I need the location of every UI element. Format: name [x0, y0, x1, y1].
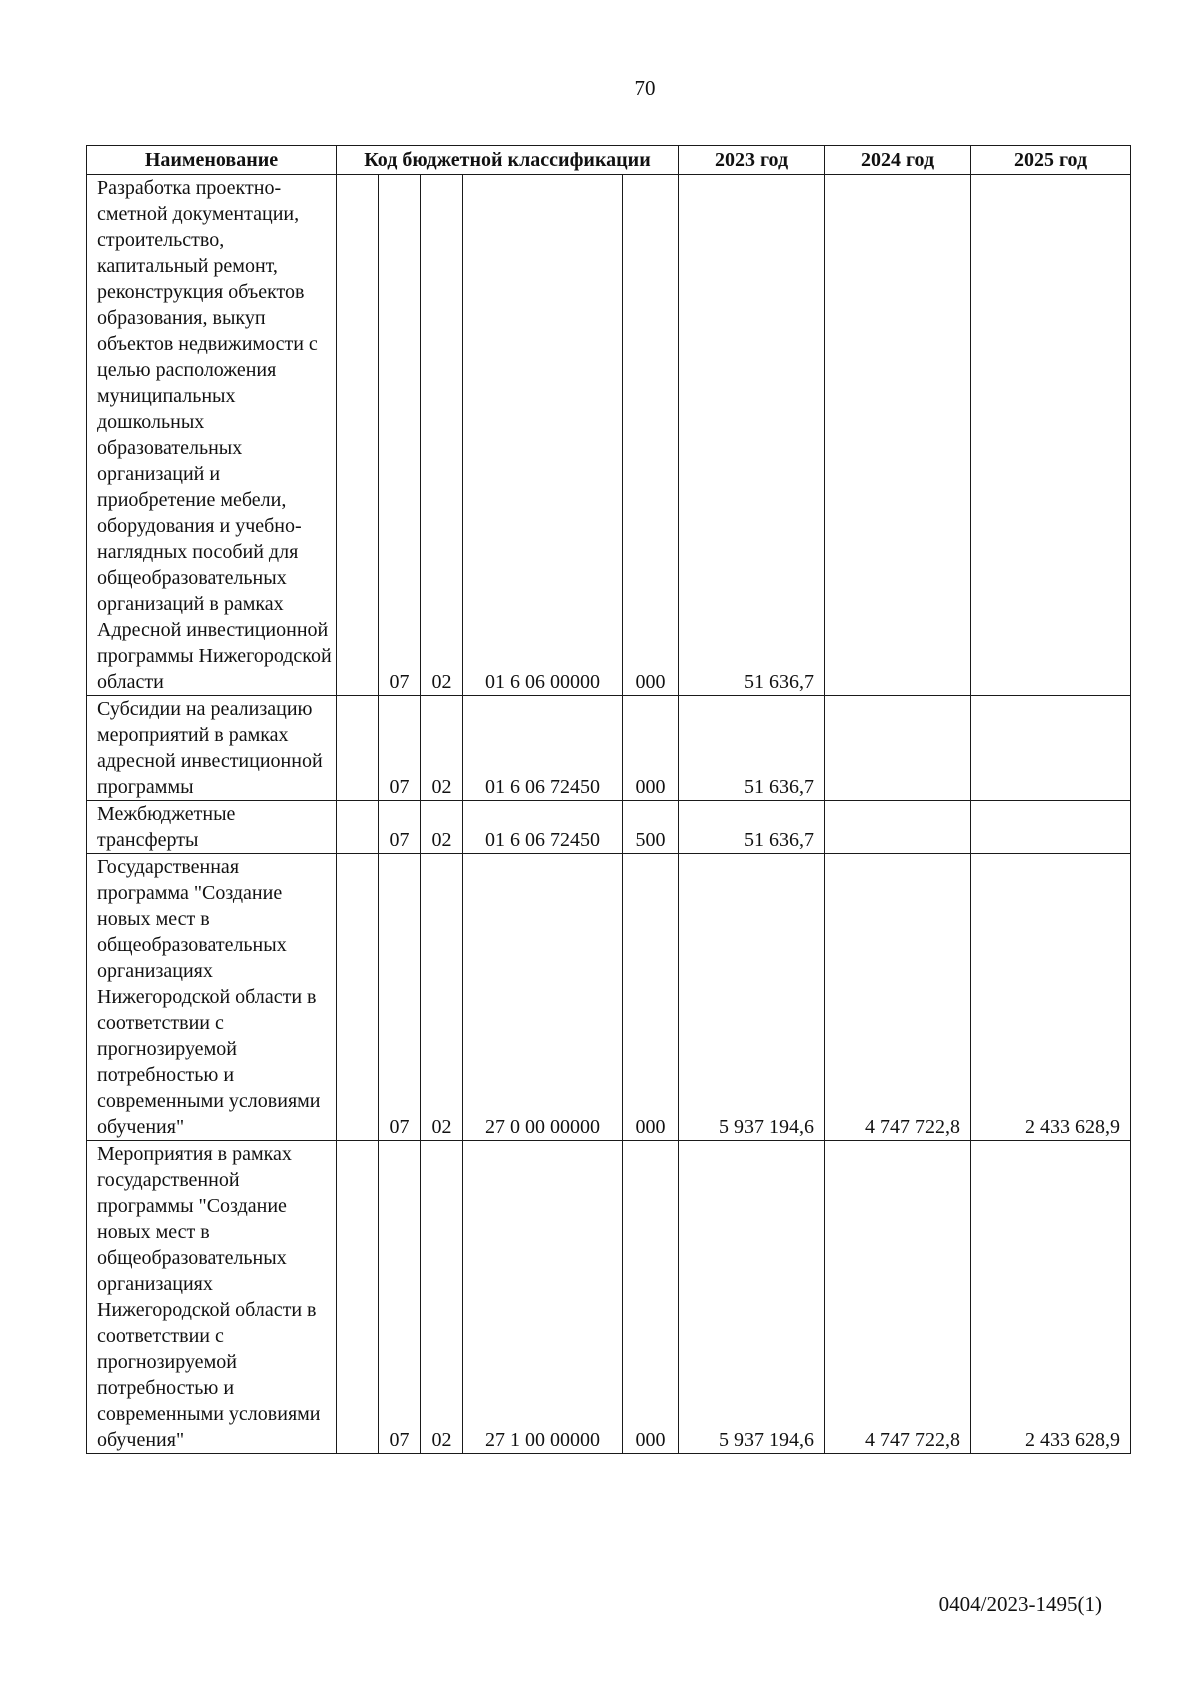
code-target-article: 27 0 00 00000 — [463, 854, 623, 1141]
header-name: Наименование — [87, 146, 337, 175]
amount-2023: 51 636,7 — [679, 175, 825, 696]
table-row — [87, 696, 1131, 801]
code-section: 07 — [379, 696, 421, 801]
code-target-article: 01 6 06 00000 — [463, 175, 623, 696]
code-target-article: 01 6 06 72450 — [463, 801, 623, 854]
amount-2025 — [971, 175, 1131, 696]
amount-2023: 51 636,7 — [679, 801, 825, 854]
code-subsection: 02 — [421, 854, 463, 1141]
document-registration-number: 0404/2023-1495(1) — [938, 1592, 1102, 1616]
amount-2024 — [825, 801, 971, 854]
code-subsection: 02 — [421, 175, 463, 696]
code-part-1 — [337, 854, 379, 1141]
code-section: 07 — [379, 801, 421, 854]
row-name: Государственная программа "Создание новых мест в общеобразовательных организациях Нижегородской области в соответствии с прогнозируемой потребностью и современными условиями обучения" — [87, 854, 337, 1141]
amount-2025: 2 433 628,9 — [971, 1141, 1131, 1454]
table-row — [87, 854, 1131, 1141]
header-2023: 2023 год — [679, 146, 825, 175]
code-part-1 — [337, 175, 379, 696]
row-name: Мероприятия в рамках государственной программы "Создание новых мест в общеобразовательных организациях Нижегородской области в соответствии с прогнозируемой потребностью и современными условиями обучения" — [87, 1141, 337, 1454]
amount-2025: 2 433 628,9 — [971, 854, 1131, 1141]
code-expense-type: 000 — [623, 1141, 679, 1454]
code-expense-type: 000 — [623, 854, 679, 1141]
code-subsection: 02 — [421, 801, 463, 854]
table-row — [87, 801, 1131, 854]
row-name: Субсидии на реализацию мероприятий в рамках адресной инвестиционной программы — [87, 696, 337, 801]
amount-2024 — [825, 175, 971, 696]
code-subsection: 02 — [421, 1141, 463, 1454]
header-2025: 2025 год — [971, 146, 1131, 175]
table-row — [87, 1141, 1131, 1454]
code-section: 07 — [379, 1141, 421, 1454]
code-part-1 — [337, 696, 379, 801]
amount-2023: 5 937 194,6 — [679, 1141, 825, 1454]
amount-2023: 51 636,7 — [679, 696, 825, 801]
code-target-article: 27 1 00 00000 — [463, 1141, 623, 1454]
page-number: 70 — [634, 76, 656, 100]
amount-2023: 5 937 194,6 — [679, 854, 825, 1141]
header-2024: 2024 год — [825, 146, 971, 175]
row-name: Межбюджетные трансферты — [87, 801, 337, 854]
table-header-row — [87, 146, 1131, 175]
code-part-1 — [337, 801, 379, 854]
code-expense-type: 000 — [623, 175, 679, 696]
budget-table — [86, 145, 1131, 1454]
code-part-1 — [337, 1141, 379, 1454]
code-expense-type: 500 — [623, 801, 679, 854]
code-expense-type: 000 — [623, 696, 679, 801]
amount-2025 — [971, 801, 1131, 854]
table-row — [87, 175, 1131, 696]
code-section: 07 — [379, 854, 421, 1141]
code-section: 07 — [379, 175, 421, 696]
row-name: Разработка проектно-сметной документации, строительство, капитальный ремонт, реконструкция объектов образования, выкуп объектов недвижимости с целью расположения муниципальных дошкольных образовательных организаций и приобретение мебели, оборудования и учебно-наглядных пособий для общеобразовательных организаций в рамках Адресной инвестиционной программы Нижегородской области — [87, 175, 337, 696]
amount-2024: 4 747 722,8 — [825, 1141, 971, 1454]
code-target-article: 01 6 06 72450 — [463, 696, 623, 801]
amount-2024 — [825, 696, 971, 801]
code-subsection: 02 — [421, 696, 463, 801]
amount-2024: 4 747 722,8 — [825, 854, 971, 1141]
header-code: Код бюджетной классификации — [337, 146, 679, 175]
amount-2025 — [971, 696, 1131, 801]
